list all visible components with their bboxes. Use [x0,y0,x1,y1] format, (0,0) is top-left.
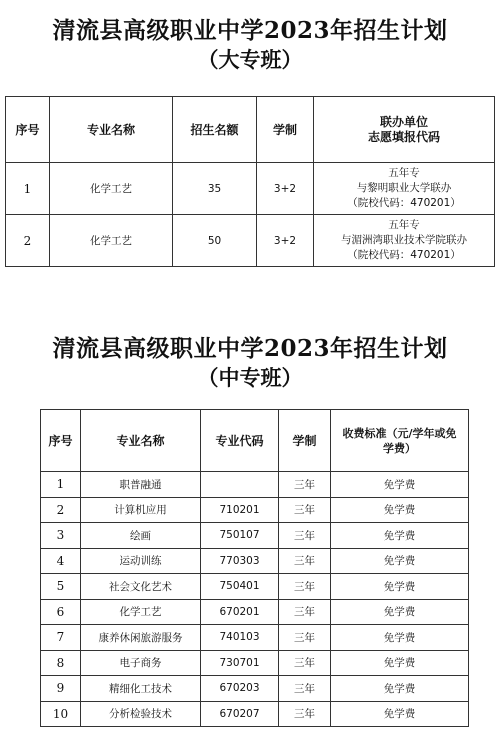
cell-quota: 50 [173,215,257,267]
subtitle-junior-college: （大专班） [197,47,303,72]
cell-major: 精细化工技术 [81,676,201,702]
cell-fee: 免学费 [331,497,469,523]
cell-major: 电子商务 [81,650,201,676]
cell-no: 9 [41,676,81,702]
cell-fee: 免学费 [331,472,469,498]
cell-major: 康养休闲旅游服务 [81,625,201,651]
cell-no: 7 [41,625,81,651]
cell-code: 750107 [201,523,279,549]
cell-no: 1 [41,472,81,498]
cell-duration: 三年 [279,548,331,574]
page-title-secondary-vocational: 清流县高级职业中学2023年招生计划 [52,335,448,362]
cell-no: 8 [41,650,81,676]
cell-partner [314,163,495,215]
cell-code: 740103 [201,625,279,651]
secondary-table-body [41,472,469,727]
cell-no: 3 [41,523,81,549]
header-quota: 招生名额 [173,97,257,163]
cell-fee: 免学费 [331,599,469,625]
table-row [6,215,495,267]
cell-major: 绘画 [81,523,201,549]
cell-code: 670203 [201,676,279,702]
cell-major: 运动训练 [81,548,201,574]
header-duration: 学制 [279,410,331,472]
cell-duration: 三年 [279,574,331,600]
secondary-vocational-plan-table [40,409,469,727]
partner-line: 五年专 [388,219,420,231]
header-duration: 学制 [257,97,314,163]
header-fee [331,410,469,472]
header-fee-line1: 收费标准（元/学年或免 [342,426,457,440]
partner-line: （院校代码：470201） [347,197,461,209]
header-no: 序号 [41,410,81,472]
table-row [41,701,469,727]
table-row [41,625,469,651]
cell-duration: 三年 [279,599,331,625]
cell-code [201,472,279,498]
table-row [41,497,469,523]
partner-line: （院校代码：470201） [347,249,461,261]
cell-major: 化学工艺 [50,163,173,215]
cell-major: 职普融通 [81,472,201,498]
page-title-junior-college: 清流县高级职业中学2023年招生计划 [52,17,448,44]
header-major: 专业名称 [50,97,173,163]
cell-fee: 免学费 [331,650,469,676]
table-header-row [6,97,495,163]
header-code: 专业代码 [201,410,279,472]
cell-no: 2 [41,497,81,523]
cell-major: 计算机应用 [81,497,201,523]
table-row [41,650,469,676]
cell-duration: 三年 [279,523,331,549]
cell-fee: 免学费 [331,548,469,574]
cell-duration: 三年 [279,625,331,651]
table-row [41,574,469,600]
partner-line: 与黎明职业大学联办 [356,182,452,194]
cell-duration: 三年 [279,676,331,702]
cell-no: 4 [41,548,81,574]
cell-code: 770303 [201,548,279,574]
header-major: 专业名称 [81,410,201,472]
cell-duration: 3+2 [257,163,314,215]
cell-major: 社会文化艺术 [81,574,201,600]
cell-fee: 免学费 [331,625,469,651]
cell-no: 6 [41,599,81,625]
cell-no: 5 [41,574,81,600]
junior-college-plan-table [5,96,495,267]
table-row [41,676,469,702]
cell-code: 670207 [201,701,279,727]
cell-duration: 三年 [279,472,331,498]
cell-major: 化学工艺 [50,215,173,267]
partner-line: 五年专 [388,167,420,179]
cell-duration: 3+2 [257,215,314,267]
header-partner-line2: 志愿填报代码 [367,129,440,144]
cell-major: 分析检验技术 [81,701,201,727]
cell-duration: 三年 [279,497,331,523]
header-partner-line1: 联办单位 [379,114,428,129]
cell-code: 710201 [201,497,279,523]
cell-fee: 免学费 [331,574,469,600]
table-row [41,548,469,574]
cell-fee: 免学费 [331,523,469,549]
cell-no: 1 [6,163,50,215]
cell-major: 化学工艺 [81,599,201,625]
table-row [41,472,469,498]
subtitle-secondary-vocational: （中专班） [197,365,303,390]
header-fee-line2: 学费） [383,441,416,455]
cell-no: 2 [6,215,50,267]
cell-duration: 三年 [279,650,331,676]
cell-code: 730701 [201,650,279,676]
partner-line: 与湄洲湾职业技术学院联办 [341,234,467,246]
header-partner [314,97,495,163]
table-row [41,599,469,625]
cell-partner [314,215,495,267]
header-no: 序号 [6,97,50,163]
table-row [6,163,495,215]
cell-code: 670201 [201,599,279,625]
cell-quota: 35 [173,163,257,215]
table-row [41,523,469,549]
table-header-row [41,410,469,472]
cell-no: 10 [41,701,81,727]
cell-code: 750401 [201,574,279,600]
cell-duration: 三年 [279,701,331,727]
cell-fee: 免学费 [331,701,469,727]
cell-fee: 免学费 [331,676,469,702]
